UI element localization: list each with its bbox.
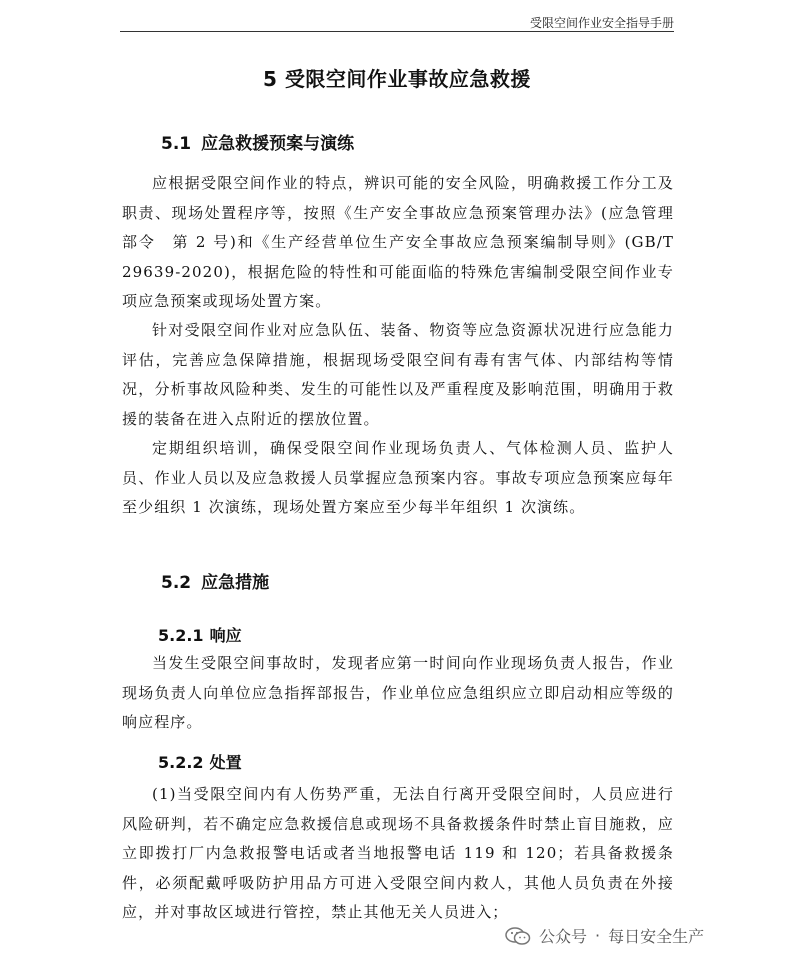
section-heading-5-2 (161, 568, 269, 593)
subsection-title: 响应 (209, 626, 242, 645)
chapter-title: 5 受限空间作业事故应急救援 (263, 67, 531, 91)
paragraph: 应根据受限空间作业的特点，辨识可能的安全风险，明确救援工作分工及职责、现场处置程序等，按照《生产安全事故应急预案管理办法》(应急管理部令 第 2 号)和《生产经营单位生产安全事故应急预案编制导则》(GB/T 29639-2020)，根据危险的特性和可能面临的特殊危害编制受限空间作业专项应急预案或现场处置方案。 (122, 174, 674, 310)
section-title: 应急救援预案与演练 (201, 134, 355, 154)
watermark-source: 公众号 (539, 927, 588, 946)
paragraph: (1)当受限空间内有人伤势严重，无法自行离开受限空间时，人员应进行风险研判，若不确定应急救援信息或现场不具备救援条件时禁止盲目施救，应立即拨打厂内急救报警电话或者当地报警电话 119 和 120；若具备救援条件，必须配戴呼吸防护用品方可进入受限空间内救人，其他人员负责在外接应，并对事故区域进行管控，禁止其他无关人员进入； (122, 785, 674, 921)
paragraph: 定期组织培训，确保受限空间作业现场负责人、气体检测人员、监护人员、作业人员以及应急救援人员掌握应急预案内容。事故专项应急预案应每年至少组织 1 次演练，现场处置方案应至少每半年组织 1 次演练。 (122, 439, 674, 516)
watermark-account: 每日安全生产 (608, 927, 705, 946)
subsection-heading-5-2-1 (158, 623, 242, 646)
watermark-separator: · (595, 926, 601, 945)
section-number: 5.2 (161, 573, 192, 593)
section-heading-5-1 (161, 129, 354, 154)
subsection-title: 处置 (209, 753, 242, 772)
wechat-logo-icon (505, 927, 531, 945)
subsection-number: 5.2.2 (158, 753, 204, 772)
section-number: 5.1 (161, 134, 192, 154)
running-header: 受限空间作业安全指导手册 (529, 16, 674, 30)
paragraph: 当发生受限空间事故时，发现者应第一时间向作业现场负责人报告，作业现场负责人向单位应急指挥部报告，作业单位应急组织应立即启动相应等级的响应程序。 (122, 654, 674, 731)
header-rule (120, 31, 674, 32)
source-watermark (505, 924, 704, 947)
section-title: 应急措施 (201, 573, 270, 593)
subsection-heading-5-2-2 (158, 750, 242, 773)
paragraph: 针对受限空间作业对应急队伍、装备、物资等应急资源状况进行应急能力评估，完善应急保障措施，根据现场受限空间有毒有害气体、内部结构等情况，分析事故风险种类、发生的可能性以及严重程度及影响范围，明确用于救援的装备在进入点附近的摆放位置。 (122, 321, 674, 428)
subsection-number: 5.2.1 (158, 626, 204, 645)
